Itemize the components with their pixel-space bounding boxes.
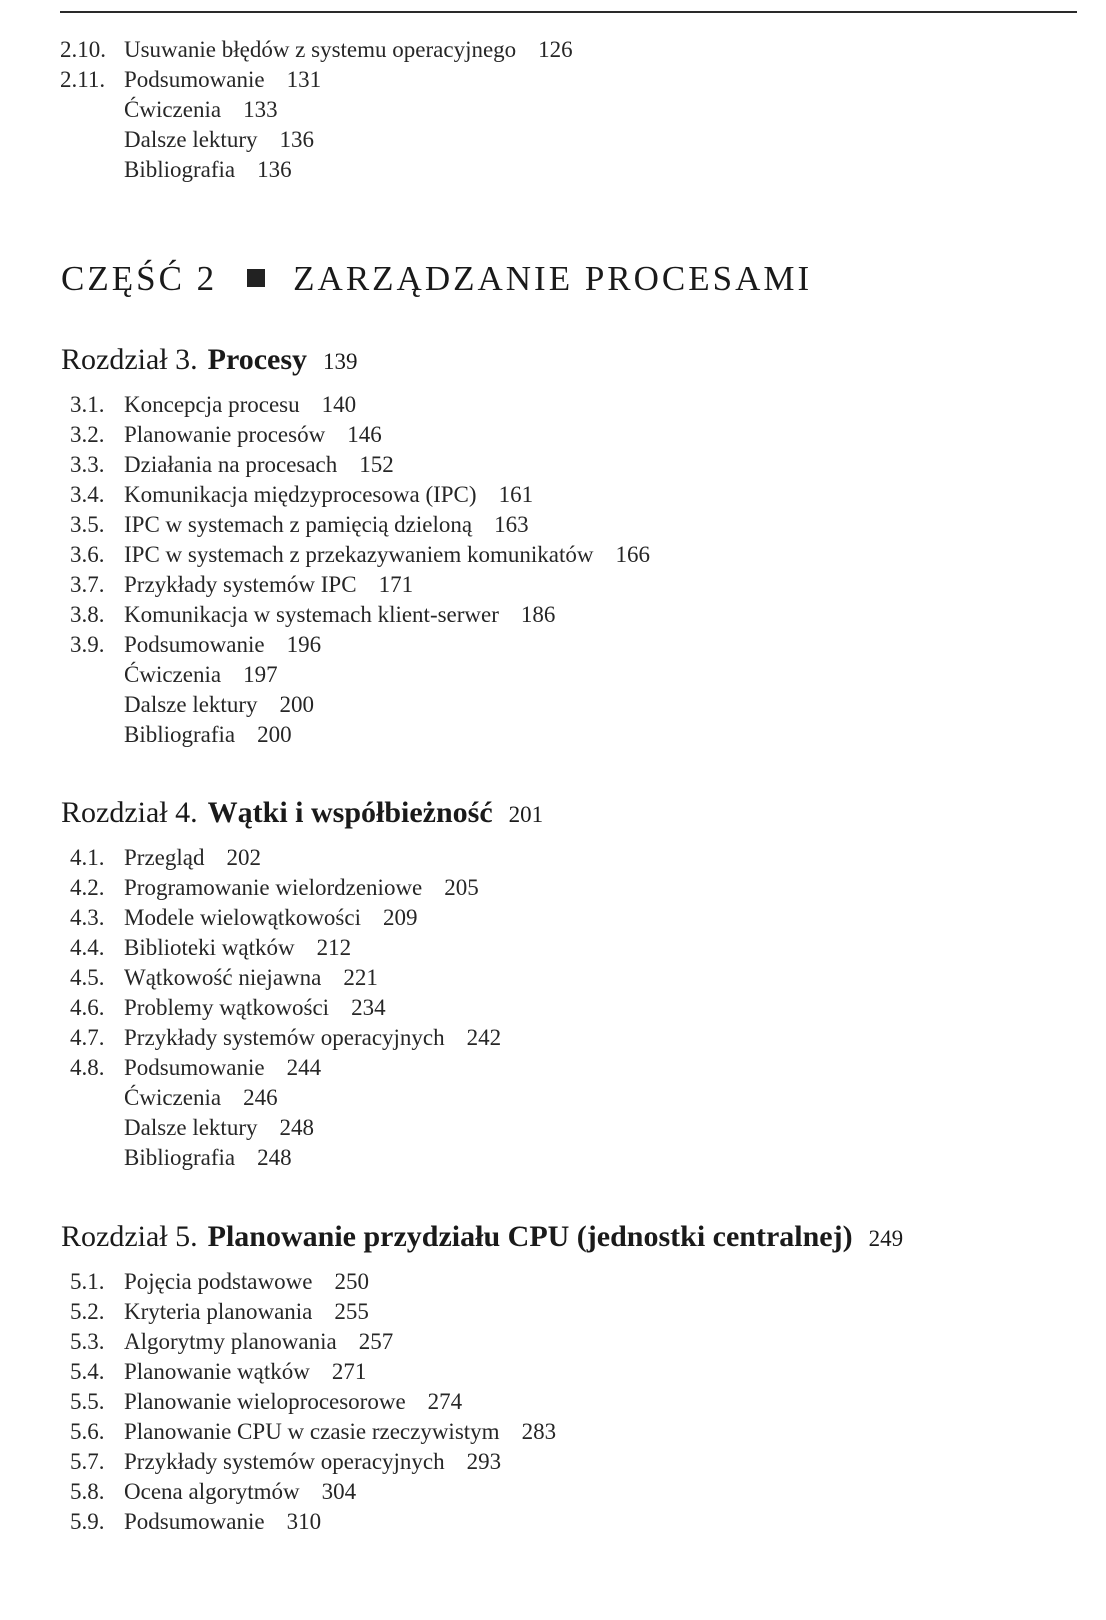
entry-page: 136 bbox=[257, 157, 292, 182]
entry-title-line bbox=[124, 65, 321, 95]
chapter-heading bbox=[61, 793, 543, 833]
entry-page: 248 bbox=[257, 1145, 292, 1170]
entry-title-line bbox=[124, 1357, 366, 1387]
entry-page: 136 bbox=[279, 127, 314, 152]
entry-number: 3.4. bbox=[70, 482, 105, 507]
entry-title: Dalsze lektury bbox=[124, 692, 258, 717]
entry-title-line bbox=[124, 390, 356, 420]
entry-page: 126 bbox=[538, 37, 573, 62]
entry-title-line bbox=[124, 155, 292, 185]
entry-page: 202 bbox=[226, 845, 261, 870]
entry-page: 234 bbox=[351, 995, 386, 1020]
entry-title: Przykłady systemów IPC bbox=[124, 572, 357, 597]
entry-title: Bibliografia bbox=[124, 1145, 236, 1170]
entry-title-line bbox=[124, 720, 292, 750]
entry-title: Problemy wątkowości bbox=[124, 995, 330, 1020]
entry-number: 5.5. bbox=[70, 1389, 105, 1414]
entry-title-line bbox=[124, 600, 555, 630]
entry-page: 271 bbox=[331, 1359, 367, 1384]
entry-title: Ćwiczenia bbox=[124, 662, 222, 687]
entry-title: Dalsze lektury bbox=[124, 1115, 258, 1140]
entry-number: 4.7. bbox=[70, 1025, 105, 1050]
chapter-label: Rozdział 4. bbox=[61, 796, 198, 829]
entry-title-line bbox=[124, 540, 650, 570]
chapter-title: Wątki i współbieżność bbox=[207, 796, 493, 829]
entry-page: 255 bbox=[334, 1299, 369, 1324]
entry-page: 200 bbox=[257, 722, 292, 747]
entry-page: 140 bbox=[321, 392, 357, 417]
entry-title-line bbox=[124, 933, 351, 963]
entry-number: 4.1. bbox=[70, 845, 105, 870]
entry-title-line bbox=[124, 1113, 314, 1143]
entry-number: 2.10. bbox=[60, 37, 106, 62]
entry-title-line bbox=[124, 450, 394, 480]
entry-title-line bbox=[124, 873, 479, 903]
entry-title-line bbox=[124, 570, 413, 600]
entry-number: 5.9. bbox=[70, 1509, 105, 1534]
entry-number: 5.6. bbox=[70, 1419, 105, 1444]
entry-title-line bbox=[124, 510, 529, 540]
entry-title: Planowanie CPU w czasie rzeczywistym bbox=[124, 1419, 500, 1444]
entry-number: 3.7. bbox=[70, 572, 105, 597]
entry-page: 212 bbox=[316, 935, 352, 960]
entry-page: 250 bbox=[334, 1269, 369, 1294]
chapter-title: Planowanie przydziału CPU (jednostki centralnej) bbox=[207, 1220, 853, 1253]
entry-number: 3.8. bbox=[70, 602, 105, 627]
entry-title-line bbox=[124, 1417, 556, 1447]
entry-title: Planowanie wątków bbox=[124, 1359, 310, 1384]
entry-title: IPC w systemach z pamięcią dzieloną bbox=[124, 512, 473, 537]
entry-number: 5.1. bbox=[70, 1269, 105, 1294]
entry-title: Pojęcia podstawowe bbox=[124, 1269, 313, 1294]
entry-number: 2.11. bbox=[60, 67, 106, 92]
entry-title: Podsumowanie bbox=[124, 67, 265, 92]
entry-number: 5.3. bbox=[70, 1329, 105, 1354]
entry-page: 186 bbox=[520, 602, 556, 627]
entry-title-line bbox=[124, 1327, 393, 1357]
entry-page: 163 bbox=[494, 512, 529, 537]
entry-title-line bbox=[124, 993, 386, 1023]
entry-title-line bbox=[124, 690, 314, 720]
entry-number: 4.6. bbox=[70, 995, 105, 1020]
entry-title: Ćwiczenia bbox=[124, 97, 222, 122]
chapter-label: Rozdział 5. bbox=[61, 1220, 198, 1253]
entry-number: 4.3. bbox=[70, 905, 105, 930]
entry-number: 3.5. bbox=[70, 512, 105, 537]
entry-title: Ocena algorytmów bbox=[124, 1479, 300, 1504]
entry-title: Algorytmy planowania bbox=[124, 1329, 337, 1354]
entry-page: 248 bbox=[279, 1115, 314, 1140]
entry-title: Planowanie procesów bbox=[124, 422, 326, 447]
entry-number: 4.4. bbox=[70, 935, 105, 960]
entry-page: 131 bbox=[286, 67, 322, 92]
entry-number: 5.4. bbox=[70, 1359, 105, 1384]
chapter-page: 249 bbox=[868, 1226, 904, 1251]
entry-title-line bbox=[124, 1143, 292, 1173]
entry-title-line bbox=[124, 903, 417, 933]
entry-number: 4.8. bbox=[70, 1055, 105, 1080]
entry-title: Podsumowanie bbox=[124, 1509, 265, 1534]
entry-title-line bbox=[124, 630, 321, 660]
entry-page: 133 bbox=[243, 97, 278, 122]
entry-title: IPC w systemach z przekazywaniem komunikatów bbox=[124, 542, 594, 567]
entry-title-line bbox=[124, 963, 378, 993]
entry-title-line bbox=[124, 1387, 462, 1417]
entry-number: 4.5. bbox=[70, 965, 105, 990]
entry-title: Modele wielowątkowości bbox=[124, 905, 361, 930]
entry-number: 3.3. bbox=[70, 452, 105, 477]
entry-title-line bbox=[124, 1447, 501, 1477]
chapter-heading bbox=[61, 1217, 903, 1257]
entry-title-line bbox=[124, 1297, 369, 1327]
entry-page: 274 bbox=[427, 1389, 463, 1414]
entry-title: Przykłady systemów operacyjnych bbox=[124, 1025, 445, 1050]
entry-title-line bbox=[124, 35, 573, 65]
chapter-title: Procesy bbox=[207, 343, 308, 376]
entry-title: Działania na procesach bbox=[124, 452, 338, 477]
entry-number: 4.2. bbox=[70, 875, 105, 900]
entry-title-line bbox=[124, 1267, 369, 1297]
entry-page: 146 bbox=[347, 422, 382, 447]
entry-title-line bbox=[124, 843, 261, 873]
chapter-heading bbox=[61, 340, 358, 380]
chapter-page: 139 bbox=[323, 349, 358, 374]
entry-page: 242 bbox=[466, 1025, 502, 1050]
part-title: ZARZĄDZANIE PROCESAMI bbox=[293, 259, 813, 298]
entry-page: 197 bbox=[243, 662, 278, 687]
entry-title: Przegląd bbox=[124, 845, 205, 870]
entry-title: Bibliografia bbox=[124, 157, 236, 182]
entry-title: Programowanie wielordzeniowe bbox=[124, 875, 423, 900]
entry-page: 209 bbox=[382, 905, 418, 930]
entry-page: 171 bbox=[378, 572, 414, 597]
entry-title: Koncepcja procesu bbox=[124, 392, 300, 417]
entry-title: Komunikacja w systemach klient-serwer bbox=[124, 602, 499, 627]
entry-title: Planowanie wieloprocesorowe bbox=[124, 1389, 406, 1414]
entry-number: 3.6. bbox=[70, 542, 105, 567]
entry-title: Podsumowanie bbox=[124, 632, 265, 657]
entry-page: 293 bbox=[466, 1449, 502, 1474]
entry-page: 152 bbox=[359, 452, 394, 477]
entry-title-line bbox=[124, 480, 533, 510]
entry-title-line bbox=[124, 1507, 321, 1537]
entry-number: 5.2. bbox=[70, 1299, 105, 1324]
entry-title: Kryteria planowania bbox=[124, 1299, 313, 1324]
square-bullet-icon bbox=[247, 269, 265, 287]
entry-page: 257 bbox=[358, 1329, 394, 1354]
entry-title-line bbox=[124, 125, 314, 155]
entry-title: Bibliografia bbox=[124, 722, 236, 747]
entry-title: Przykłady systemów operacyjnych bbox=[124, 1449, 445, 1474]
entry-title: Usuwanie błędów z systemu operacyjnego bbox=[124, 37, 517, 62]
entry-page: 221 bbox=[343, 965, 378, 990]
entry-number: 5.8. bbox=[70, 1479, 105, 1504]
entry-title: Komunikacja międzyprocesowa (IPC) bbox=[124, 482, 477, 507]
entry-page: 161 bbox=[498, 482, 534, 507]
entry-title: Podsumowanie bbox=[124, 1055, 265, 1080]
entry-page: 283 bbox=[521, 1419, 557, 1444]
entry-title: Biblioteki wątków bbox=[124, 935, 295, 960]
entry-page: 205 bbox=[444, 875, 479, 900]
entry-page: 200 bbox=[279, 692, 314, 717]
entry-title-line bbox=[124, 420, 382, 450]
entry-page: 304 bbox=[321, 1479, 357, 1504]
part-label: CZĘŚĆ 2 bbox=[61, 259, 218, 298]
part-heading bbox=[61, 254, 812, 304]
entry-page: 244 bbox=[286, 1055, 322, 1080]
entry-number: 3.1. bbox=[70, 392, 105, 417]
entry-title-line bbox=[124, 660, 278, 690]
entry-number: 3.9. bbox=[70, 632, 105, 657]
entry-page: 246 bbox=[243, 1085, 278, 1110]
entry-title-line bbox=[124, 1023, 501, 1053]
entry-page: 310 bbox=[286, 1509, 322, 1534]
entry-number: 3.2. bbox=[70, 422, 105, 447]
chapter-label: Rozdział 3. bbox=[61, 343, 198, 376]
entry-title-line bbox=[124, 1477, 356, 1507]
entry-title-line bbox=[124, 1083, 278, 1113]
entry-page: 166 bbox=[615, 542, 650, 567]
entry-title-line bbox=[124, 95, 278, 125]
entry-page: 196 bbox=[286, 632, 322, 657]
chapter-page: 201 bbox=[508, 802, 544, 827]
entry-title: Wątkowość niejawna bbox=[124, 965, 322, 990]
entry-title: Ćwiczenia bbox=[124, 1085, 222, 1110]
entry-number: 5.7. bbox=[70, 1449, 105, 1474]
entry-title: Dalsze lektury bbox=[124, 127, 258, 152]
entry-title-line bbox=[124, 1053, 321, 1083]
